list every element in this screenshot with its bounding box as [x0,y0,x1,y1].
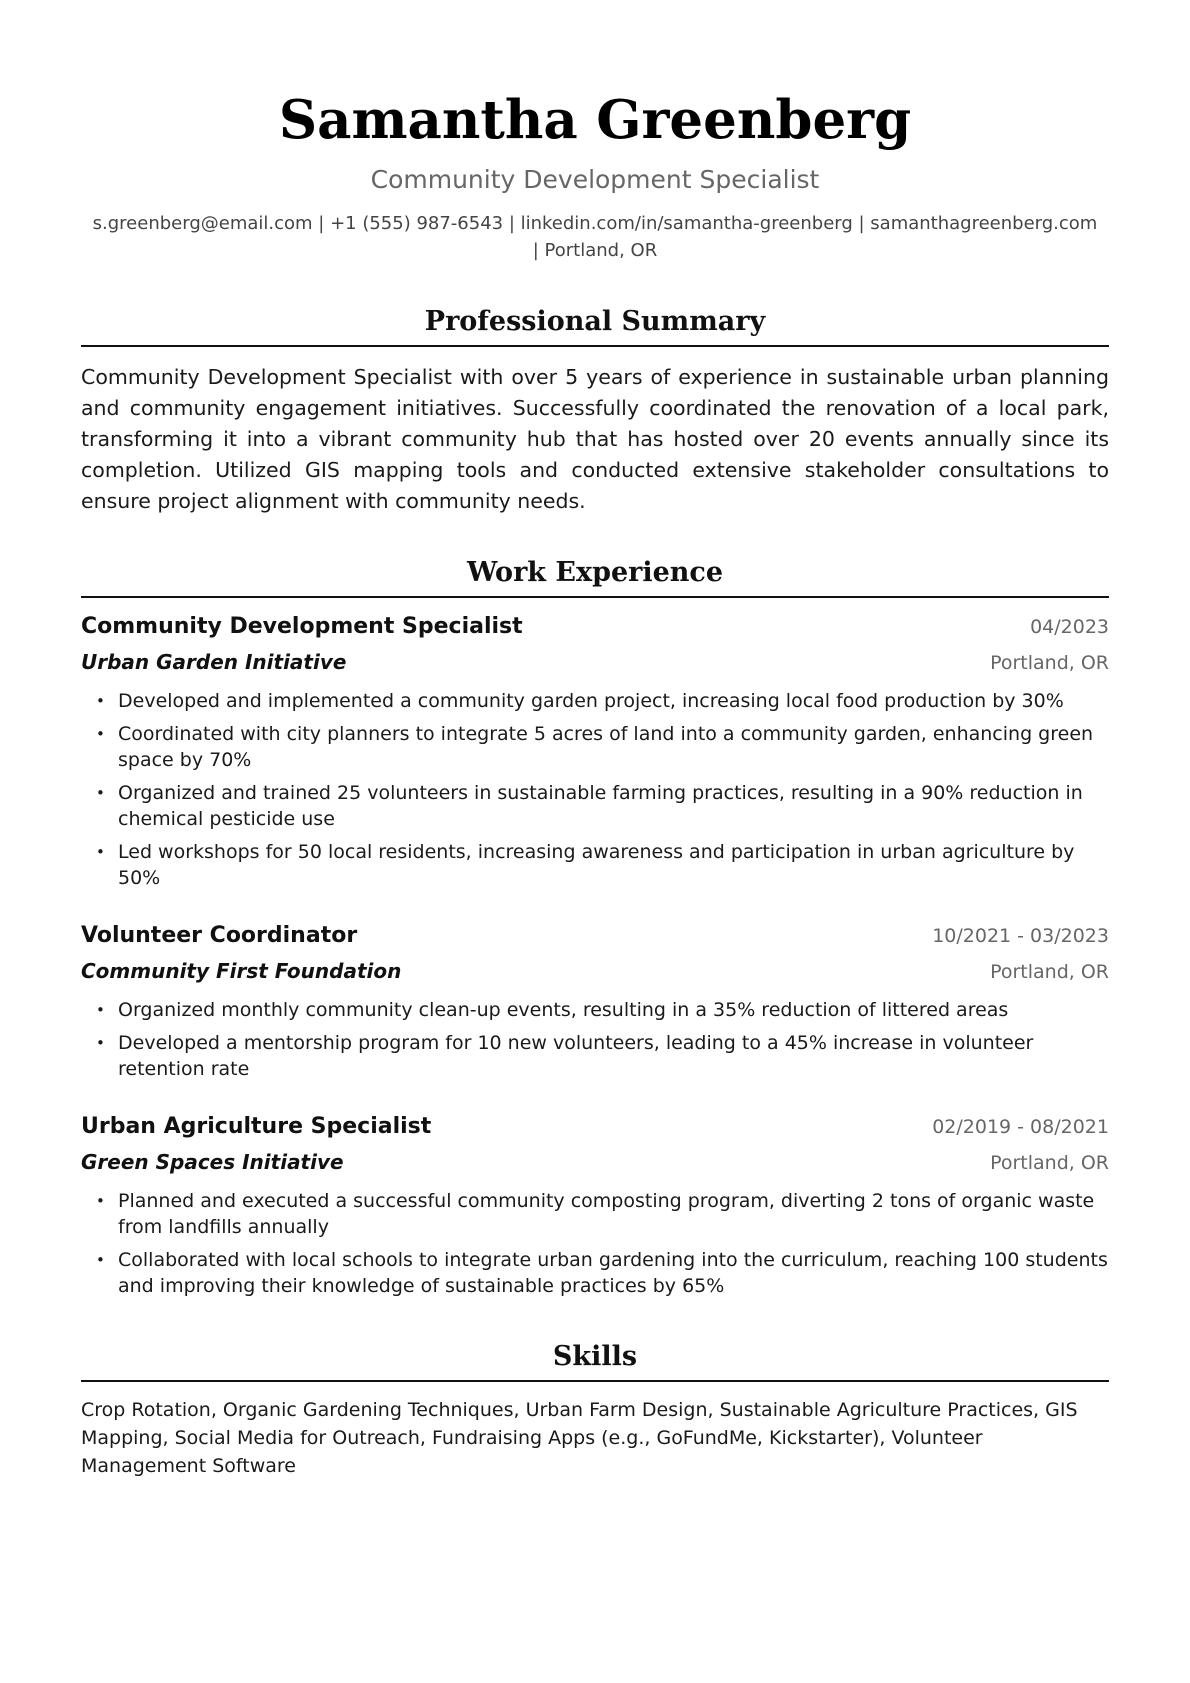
job-company-row [81,642,1109,678]
summary-section-title: Professional Summary [81,304,1109,347]
job-location: Portland, OR [990,961,1109,983]
job-header-row [81,921,1109,951]
job-date: 10/2021 - 03/2023 [932,925,1109,947]
job-entry [81,921,1109,1082]
job-bullet: • Collaborated with local schools to integrate urban gardening into the curriculum, reaching 100 students and improving their knowledge of sustainable practices by 65% [96,1249,1108,1297]
skills-section-title: Skills [81,1339,1109,1382]
candidate-headline: Community Development Specialist [370,165,820,194]
job-header-row [81,1112,1109,1142]
candidate-name: Samantha Greenberg [278,89,912,151]
job-company: Green Spaces Initiative [81,1150,344,1174]
job-company-row [81,1142,1109,1178]
summary-section [81,304,1109,517]
job-bullet-list [81,997,1109,1082]
summary-text: Community Development Specialist with over 5 years of experience in sustainable urban planning and community engagement initiatives. Successfully coordinated the renovation of a local park, transforming it into a vibrant community hub that has hosted over 20 events annually since its completion. Utilized GIS mapping tools and conducted extensive stakeholder consultations to ensure project alignment with community needs. [81,365,1109,513]
contact-line-1: s.greenberg@email.com | +1 (555) 987-6543 | linkedin.com/in/samantha-greenberg | samanthagreenberg.com [92,213,1098,234]
job-company-row [81,951,1109,987]
job-header-row [81,612,1109,642]
job-date: 04/2023 [1030,616,1109,638]
bullet-dot-icon: • [96,843,105,861]
job-bullet-list [81,688,1109,891]
experience-section-title: Work Experience [81,555,1109,598]
job-title: Volunteer Coordinator [81,923,358,948]
bullet-dot-icon: • [96,1251,105,1269]
job-bullet: • Planned and executed a successful community composting program, diverting 2 tons of organic waste from landfills annually [96,1190,1095,1238]
job-bullet: • Organized and trained 25 volunteers in sustainable farming practices, resulting in a 90% reduction in chemical pesticide use [96,782,1083,830]
job-bullet: • Coordinated with city planners to integrate 5 acres of land into a community garden, enhancing green space by 70% [96,723,1094,771]
job-title: Urban Agriculture Specialist [81,1114,432,1139]
job-company: Urban Garden Initiative [81,650,347,674]
contact-info [81,210,1109,264]
job-date: 02/2019 - 08/2021 [932,1116,1109,1138]
job-entry [81,1112,1109,1299]
bullet-dot-icon: • [96,1192,105,1210]
bullet-dot-icon: • [96,725,105,743]
skills-text: Crop Rotation, Organic Gardening Techniques, Urban Farm Design, Sustainable Agriculture Practices, GIS Mapping, Social Media for Outreach, Fundraising Apps (e.g., GoFundMe, Kickstarter), Volunteer Management Software [81,1399,1078,1477]
bullet-dot-icon: • [96,1034,105,1052]
job-location: Portland, OR [990,1152,1109,1174]
bullet-dot-icon: • [96,692,105,710]
job-bullet: • Led workshops for 50 local residents, increasing awareness and participation in urban agriculture by 50% [96,841,1075,889]
bullet-dot-icon: • [96,784,105,802]
job-location: Portland, OR [990,652,1109,674]
job-title: Community Development Specialist [81,614,523,639]
job-bullet-list [81,1188,1109,1299]
job-company: Community First Foundation [81,959,402,983]
experience-section [81,555,1109,1299]
bullet-dot-icon: • [96,1001,105,1019]
skills-section [81,1339,1109,1480]
job-bullet: • Developed a mentorship program for 10 new volunteers, leading to a 45% increase in volunteer retention rate [96,1032,1034,1080]
job-bullet: • Developed and implemented a community garden project, increasing local food production by 30% [96,690,1064,712]
job-entry [81,612,1109,891]
contact-line-2: | Portland, OR [532,240,658,261]
job-bullet: • Organized monthly community clean-up events, resulting in a 35% reduction of littered areas [96,999,1009,1021]
